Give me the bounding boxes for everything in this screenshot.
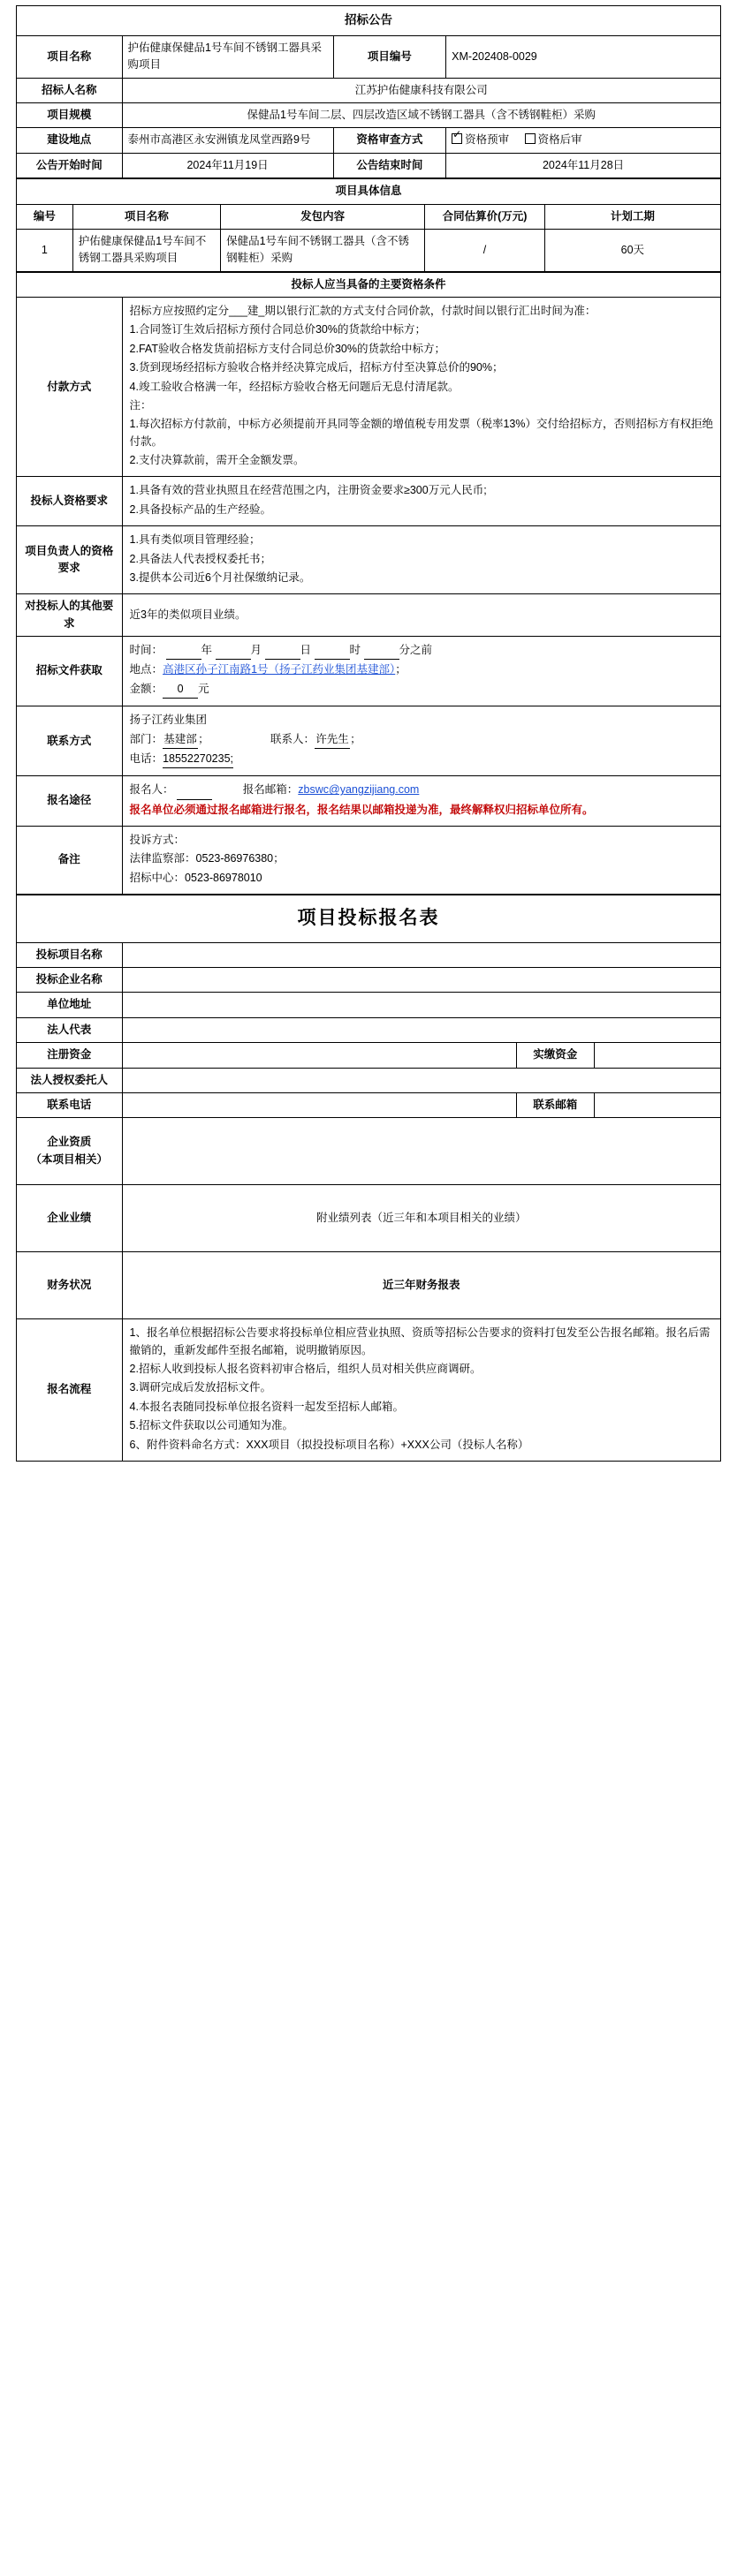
acquire-day-blank[interactable] xyxy=(265,642,300,660)
table-row xyxy=(17,942,721,967)
table-row xyxy=(17,1252,721,1319)
announcement-title-row xyxy=(17,6,721,36)
label-document-acquire: 招标文件获取 xyxy=(17,637,123,706)
value-remark xyxy=(122,827,720,895)
label-company-address: 单位地址 xyxy=(17,993,123,1017)
process-line-0: 1、报名单位根据招标公告要求将投标单位相应营业执照、资质等招标公告要求的资料打包发至公告报名邮箱。报名后需撤销的，重新发邮件至报名邮箱，说明撤销原因。 xyxy=(129,1326,710,1356)
cell-price: / xyxy=(425,229,544,271)
label-project-scale: 项目规模 xyxy=(17,103,123,128)
apply-row xyxy=(17,776,721,827)
option-pre-qualification[interactable] xyxy=(452,132,509,148)
apply-mail-value[interactable]: zbswc@yangzijiang.com xyxy=(298,783,420,797)
table-row xyxy=(17,153,721,178)
label-bidder-qualification-text: 投标人资格要求 xyxy=(30,495,109,508)
input-company-address[interactable] xyxy=(122,993,720,1017)
acquire-year-blank[interactable] xyxy=(166,642,201,660)
acquire-place-line xyxy=(130,661,713,678)
bidder-line-0: 1.具备有效的营业执照且在经营范围之内，注册资金要求≥300万元人民币; xyxy=(129,484,487,497)
contact-person-sep: ； xyxy=(350,732,361,745)
acquire-time-tail: 分之前 xyxy=(399,644,433,657)
qualification-title: 投标人应当具备的主要资格条件 xyxy=(17,272,721,297)
value-project-scale: 保健品1号车间二层、四层改造区域不锈钢工器具（含不锈钢鞋柜）采购 xyxy=(122,103,720,128)
label-company-performance: 企业业绩 xyxy=(17,1185,123,1252)
value-other-requirements: 近3年的类似项目业绩。 xyxy=(122,594,720,637)
table-row xyxy=(17,229,721,271)
bidder-line-1: 2.具备投标产品的生产经验。 xyxy=(129,502,271,516)
apply-contact-line xyxy=(130,782,713,799)
acquire-month-unit: 月 xyxy=(250,644,262,657)
apply-mail-label: 报名邮箱： xyxy=(242,783,299,797)
acquire-month-blank[interactable] xyxy=(216,642,251,660)
value-end-time: 2024年11月28日 xyxy=(446,153,721,178)
table-row xyxy=(17,78,721,102)
label-bid-company-name: 投标企业名称 xyxy=(17,968,123,993)
process-line-5: 6、附件资料命名方式：XXX项目（拟投投标项目名称）+XXX公司（投标人名称） xyxy=(129,1438,529,1451)
payment-line-2: 2.FAT验收合格发货前招标方支付合同总价30%的货款给中标方； xyxy=(129,342,445,355)
label-paid-capital: 实缴资金 xyxy=(516,1043,594,1068)
detail-title-row xyxy=(17,179,721,204)
input-company-qualification[interactable] xyxy=(122,1118,720,1185)
label-authorized-agent: 法人授权委托人 xyxy=(17,1068,123,1092)
input-legal-rep[interactable] xyxy=(122,1017,720,1042)
checkbox-icon[interactable] xyxy=(525,133,536,144)
table-row xyxy=(17,1118,721,1185)
value-document-acquire xyxy=(122,637,720,706)
col-content: 发包内容 xyxy=(221,204,425,229)
input-bid-project-name[interactable] xyxy=(122,942,720,967)
label-other-requirements-text: 对投标人的其他要求 xyxy=(25,600,114,630)
registration-form-table xyxy=(16,895,721,1462)
value-bidder-name: 江苏护佑健康科技有限公司 xyxy=(122,78,720,102)
value-location: 泰州市高港区永安洲镇龙凤堂西路9号 xyxy=(122,128,333,153)
table-row xyxy=(17,1068,721,1092)
label-contact-email: 联系邮箱 xyxy=(516,1092,594,1117)
process-line-1: 2.招标人收到投标人报名资料初审合格后，组织人员对相关供应商调研。 xyxy=(129,1363,482,1376)
label-contact-phone: 联系电话 xyxy=(17,1092,123,1117)
payment-row xyxy=(17,298,721,477)
acquire-hour-blank[interactable] xyxy=(315,642,350,660)
checkbox-checked-icon[interactable] xyxy=(452,133,462,144)
payment-line-4: 4.竣工验收合格满一年，经招标方验收合格无问题后无息付清尾款。 xyxy=(129,380,460,393)
payment-line-6: 1.每次招标方付款前，中标方必须提前开具同等金额的增值税专用发票（税率13%）交付给招标方，否则招标方有权拒绝付款。 xyxy=(129,418,713,448)
apply-note: 报名单位必须通过报名邮箱进行报名，报名结果以邮箱投递为准，最终解释权归招标单位所有。 xyxy=(129,803,594,816)
page-title: 招标公告 xyxy=(17,6,721,36)
value-bidder-qualification xyxy=(122,477,720,526)
input-registered-capital[interactable] xyxy=(122,1043,516,1068)
form-title-row xyxy=(17,895,721,943)
table-row xyxy=(17,103,721,128)
bidder-qualification-row xyxy=(17,477,721,526)
detail-title: 项目具体信息 xyxy=(17,179,721,204)
value-project-name: 护佑健康保健品1号车间不锈钢工器具采购项目 xyxy=(122,35,333,78)
apply-name-label: 报名人： xyxy=(129,783,174,797)
contact-dept-sep: ； xyxy=(198,732,209,745)
manager-qualification-row xyxy=(17,526,721,594)
label-company-qualification-line2: （本项目相关） xyxy=(30,1152,109,1166)
manager-line-2: 3.提供本公司近6个月社保缴纳记录。 xyxy=(129,570,311,584)
acquire-fee-line xyxy=(130,681,713,699)
payment-line-5: 注： xyxy=(129,398,152,412)
label-manager-qualification xyxy=(17,526,123,594)
acquire-place-prefix: 地点： xyxy=(129,663,163,676)
acquire-place-link[interactable]: 高港区孙子江南路1号（扬子江药业集团基建部） xyxy=(163,663,396,676)
process-line-3: 4.本报名表随同投标单位报名资料一起发至招标人邮箱。 xyxy=(129,1400,404,1413)
acquire-fee-value: 0 xyxy=(163,681,198,699)
table-row xyxy=(17,1043,721,1068)
option-post-qualification-label: 资格后审 xyxy=(537,133,582,147)
label-project-code: 项目编号 xyxy=(333,35,446,78)
col-no: 编号 xyxy=(17,204,73,229)
label-bidder-qualification xyxy=(17,477,123,526)
acquire-day-unit: 日 xyxy=(300,644,312,657)
value-registration-process xyxy=(122,1319,720,1462)
registration-process-row xyxy=(17,1319,721,1462)
table-row xyxy=(17,35,721,78)
manager-line-0: 1.具有类似项目管理经验； xyxy=(129,533,261,547)
contact-row xyxy=(17,706,721,776)
remark-line-0: 投诉方式： xyxy=(129,834,186,847)
table-row xyxy=(17,1185,721,1252)
value-manager-qualification xyxy=(122,526,720,594)
label-registered-capital: 注册资金 xyxy=(17,1043,123,1068)
col-period: 计划工期 xyxy=(544,204,720,229)
contact-person-value: 许先生 xyxy=(315,731,350,749)
table-row xyxy=(17,968,721,993)
input-company-performance[interactable]: 附业绩列表（近三年和本项目相关的业绩） xyxy=(122,1185,720,1252)
table-row xyxy=(17,993,721,1017)
value-start-time: 2024年11月19日 xyxy=(122,153,333,178)
label-financial-status: 财务状况 xyxy=(17,1252,123,1319)
payment-line-3: 3.货到现场经招标方验收合格并经决算完成后，招标方付至决算总价的90%； xyxy=(129,361,504,374)
remark-line-1: 法律监察部：0523-86976380； xyxy=(129,852,285,865)
input-paid-capital[interactable] xyxy=(594,1043,720,1068)
acquire-fee-prefix: 金额： xyxy=(129,682,163,695)
process-line-2: 3.调研完成后发放招标文件。 xyxy=(129,1381,271,1394)
label-start-time: 公告开始时间 xyxy=(17,153,123,178)
input-bid-company-name[interactable] xyxy=(122,968,720,993)
table-row xyxy=(17,128,721,153)
input-authorized-agent[interactable] xyxy=(122,1068,720,1092)
value-project-code: XM-202408-0029 xyxy=(446,35,721,78)
qualification-title-row xyxy=(17,272,721,297)
label-bid-project-name: 投标项目名称 xyxy=(17,942,123,967)
acquire-time-prefix: 时间： xyxy=(129,644,163,657)
contact-dept-line xyxy=(130,731,713,749)
acquire-minute-blank[interactable] xyxy=(364,642,399,660)
acquire-place-suffix: ； xyxy=(395,663,406,676)
contact-person-label: 联系人： xyxy=(270,732,315,745)
table-row xyxy=(17,1092,721,1117)
label-qualification-review-text: 资格审查方式 xyxy=(356,133,423,147)
col-project-name: 项目名称 xyxy=(72,204,220,229)
payment-line-7: 2.支付决算款前，需开全金额发票。 xyxy=(129,454,305,467)
qualification-table xyxy=(16,272,721,895)
contact-company: 扬子江药业集团 xyxy=(129,714,208,727)
label-other-requirements xyxy=(17,594,123,637)
qualification-review-options xyxy=(446,128,721,153)
label-end-time: 公告结束时间 xyxy=(333,153,446,178)
document-acquire-row xyxy=(17,637,721,706)
label-payment: 付款方式 xyxy=(17,298,123,477)
contact-phone-label: 电话： xyxy=(129,752,163,765)
acquire-time-line xyxy=(130,642,713,660)
input-contact-phone[interactable] xyxy=(122,1092,516,1117)
option-post-qualification[interactable] xyxy=(525,132,582,148)
announcement-table xyxy=(16,5,721,178)
acquire-fee-unit: 元 xyxy=(198,682,209,695)
manager-line-1: 2.具备法人代表授权委托书； xyxy=(129,552,271,565)
payment-line-0: 招标方应按照约定分___建_期以银行汇款的方式支付合同价款，付款时间以银行汇出时间为准： xyxy=(129,305,596,318)
value-contact xyxy=(122,706,720,776)
process-line-4: 5.招标文件获取以公司通知为准。 xyxy=(129,1419,293,1432)
label-legal-rep: 法人代表 xyxy=(17,1017,123,1042)
label-company-qualification-line1: 企业资质 xyxy=(47,1136,92,1149)
form-title: 项目投标报名表 xyxy=(17,895,721,943)
detail-header-row xyxy=(17,204,721,229)
cell-content: 保健品1号车间不锈钢工器具（含不锈钢鞋柜）采购 xyxy=(221,229,425,271)
project-detail-table xyxy=(16,178,721,272)
table-row xyxy=(17,1017,721,1042)
apply-name-blank[interactable] xyxy=(177,782,212,799)
cell-no: 1 xyxy=(17,229,73,271)
contact-phone-value: 18552270235; xyxy=(163,751,233,768)
other-requirements-row xyxy=(17,594,721,637)
payment-line-1: 1.合同签订生效后招标方预付合同总价30%的货款给中标方； xyxy=(129,323,426,336)
option-pre-qualification-label: 资格预审 xyxy=(465,133,510,147)
remark-line-2: 招标中心：0523-86978010 xyxy=(129,871,262,884)
label-remark: 备注 xyxy=(17,827,123,895)
cell-project-name: 护佑健康保健品1号车间不锈钢工器具采购项目 xyxy=(72,229,220,271)
label-qualification-review xyxy=(333,128,446,153)
label-project-name: 项目名称 xyxy=(17,35,123,78)
label-company-qualification xyxy=(17,1118,123,1185)
label-manager-qualification-text: 项目负责人的资格要求 xyxy=(25,544,114,575)
remark-row xyxy=(17,827,721,895)
label-location: 建设地点 xyxy=(17,128,123,153)
value-payment xyxy=(122,298,720,477)
label-contact: 联系方式 xyxy=(17,706,123,776)
cell-period: 60天 xyxy=(544,229,720,271)
value-apply xyxy=(122,776,720,827)
label-bidder-name: 招标人名称 xyxy=(17,78,123,102)
contact-dept-label: 部门： xyxy=(129,732,163,745)
acquire-hour-unit: 时 xyxy=(349,644,361,657)
label-apply: 报名途径 xyxy=(17,776,123,827)
input-contact-email[interactable] xyxy=(594,1092,720,1117)
contact-phone-line xyxy=(130,751,713,768)
input-financial-status[interactable]: 近三年财务报表 xyxy=(122,1252,720,1319)
col-price: 合同估算价(万元) xyxy=(425,204,544,229)
label-registration-process: 报名流程 xyxy=(17,1319,123,1462)
contact-dept-value: 基建部 xyxy=(163,731,198,749)
acquire-year-unit: 年 xyxy=(201,644,213,657)
